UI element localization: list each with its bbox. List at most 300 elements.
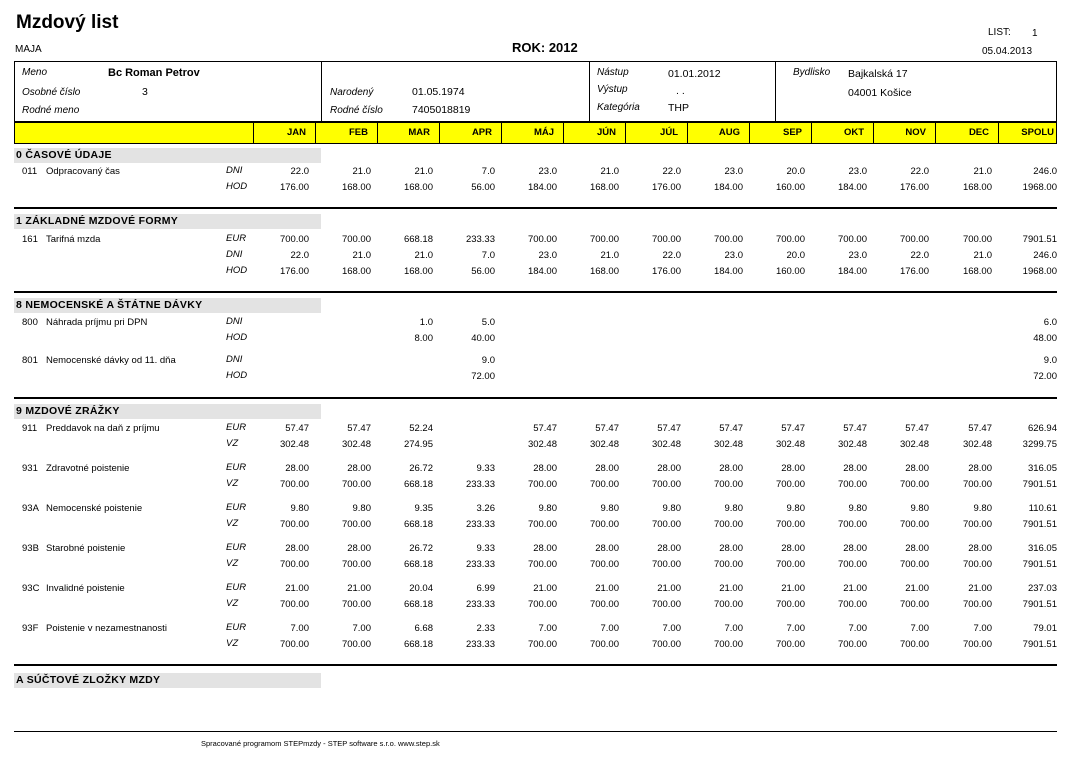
cell-value: 57.47 [285,423,309,434]
cell-value: 302.48 [899,439,929,450]
meno-label: Meno [22,67,48,78]
cell-value: 9.80 [973,503,992,514]
cell-value: 700.00 [589,479,619,490]
cell-value: 22.0 [662,250,681,261]
cell-value: 700.00 [962,639,992,650]
cell-value: 52.24 [409,423,433,434]
item-code: 93F [22,623,39,634]
cell-value: 168.00 [341,182,371,193]
cell-value: 1.0 [419,317,433,328]
cell-value: 48.00 [1033,333,1057,344]
cell-value: 316.05 [1027,463,1057,474]
month-column-divider [315,122,316,144]
cell-value: 700.00 [899,639,929,650]
cell-value: 233.33 [465,479,495,490]
row-unit: DNI [226,316,243,327]
item-description: Preddavok na daň z príjmu [46,423,160,434]
cell-value: 700.00 [899,234,929,245]
cell-value: 184.00 [837,182,867,193]
cell-value: 9.80 [538,503,557,514]
cell-value: 176.00 [651,266,681,277]
cell-value: 26.72 [409,463,433,474]
section-rule [14,664,1057,666]
cell-value: 56.00 [471,182,495,193]
cell-value: 246.0 [1033,250,1057,261]
row-unit: DNI [226,249,243,260]
cell-value: 7.00 [290,623,309,634]
cell-value: 184.00 [713,266,743,277]
list-label: LIST: [988,27,1011,38]
page-title: Mzdový list [16,12,119,33]
row-unit: EUR [226,422,247,433]
cell-value: 21.00 [657,583,681,594]
item-code: 93B [22,543,39,554]
address-street: Bajkalská 17 [848,68,908,80]
cell-value: 8.00 [414,333,433,344]
print-date: 05.04.2013 [982,46,1033,57]
cell-value: 700.00 [651,599,681,610]
month-header-6: JÚL [660,127,678,138]
cell-value: 700.00 [279,519,309,530]
cell-value: 28.00 [843,543,867,554]
cell-value: 21.0 [414,250,433,261]
employee-name: Bc Roman Petrov [108,67,200,79]
cell-value: 21.0 [973,250,992,261]
cell-value: 21.00 [285,583,309,594]
cell-value: 9.33 [476,543,495,554]
cell-value: 668.18 [403,559,433,570]
cell-value: 700.00 [775,639,805,650]
cell-value: 168.00 [403,182,433,193]
cell-value: 700.00 [837,479,867,490]
row-unit: EUR [226,582,247,593]
narodeny-value: 01.05.1974 [412,86,465,98]
cell-value: 700.00 [527,599,557,610]
month-header-2: MAR [408,127,430,138]
cell-value: 28.00 [657,543,681,554]
cell-value: 233.33 [465,519,495,530]
footer-rule [14,731,1057,732]
cell-value: 700.00 [837,234,867,245]
cell-value: 72.00 [471,371,495,382]
cell-value: 22.0 [290,250,309,261]
cell-value: 302.48 [527,439,557,450]
cell-value: 3.26 [476,503,495,514]
cell-value: 700.00 [962,559,992,570]
bydlisko-label: Bydlisko [793,67,831,78]
cell-value: 302.48 [651,439,681,450]
cell-value: 7901.51 [1022,234,1057,245]
cell-value: 9.80 [290,503,309,514]
cell-value: 668.18 [403,234,433,245]
cell-value: 700.00 [341,639,371,650]
cell-value: 700.00 [651,234,681,245]
cell-value: 9.35 [414,503,433,514]
cell-value: 700.00 [837,519,867,530]
cell-value: 28.00 [719,543,743,554]
cell-value: 21.0 [973,166,992,177]
month-header-0: JAN [286,127,306,138]
cell-value: 302.48 [589,439,619,450]
cell-value: 700.00 [589,639,619,650]
cell-value: 6.99 [476,583,495,594]
cell-value: 700.00 [899,599,929,610]
cell-value: 176.00 [279,182,309,193]
month-column-divider [687,122,688,144]
cell-value: 110.61 [1028,503,1057,514]
cell-value: 21.0 [414,166,433,177]
row-unit: EUR [226,233,247,244]
item-code: 011 [22,166,38,177]
item-description: Tarifná mzda [46,234,101,245]
cell-value: 23.0 [848,250,867,261]
cell-value: 28.00 [533,543,557,554]
cell-value: 7901.51 [1022,559,1057,570]
row-unit: DNI [226,165,243,176]
cell-value: 9.80 [662,503,681,514]
cell-value: 9.80 [910,503,929,514]
month-column-divider [377,122,378,144]
month-header-5: JÚN [596,127,616,138]
cell-value: 9.0 [481,355,495,366]
cell-value: 28.00 [843,463,867,474]
cell-value: 168.00 [403,266,433,277]
cell-value: 700.00 [279,234,309,245]
rodne-meno-label: Rodné meno [22,105,80,116]
section-title: A SÚČTOVÉ ZLOŽKY MZDY [16,674,161,686]
month-header-8: SEP [782,127,802,138]
row-unit: VZ [226,518,239,529]
cell-value: 23.0 [848,166,867,177]
item-description: Nemocenské poistenie [46,503,143,514]
cell-value: 184.00 [713,182,743,193]
cell-value: 9.80 [724,503,743,514]
cell-value: 57.47 [905,423,929,434]
cell-value: 22.0 [910,166,929,177]
row-unit: EUR [226,622,247,633]
month-column-divider [873,122,874,144]
cell-value: 700.00 [837,599,867,610]
cell-value: 21.0 [352,166,371,177]
year-label: ROK: 2012 [512,40,578,55]
narodeny-label: Narodený [330,87,374,98]
cell-value: 9.80 [600,503,619,514]
month-column-divider [501,122,502,144]
cell-value: 57.47 [968,423,992,434]
cell-value: 700.00 [341,599,371,610]
cell-value: 20.0 [786,166,805,177]
row-unit: HOD [226,181,248,192]
cell-value: 7.00 [662,623,681,634]
cell-value: 700.00 [962,234,992,245]
cell-value: 23.0 [724,166,743,177]
kategoria-value: THP [668,102,689,114]
item-description: Nemocenské dávky od 11. dňa [46,355,176,366]
month-column-divider [998,122,999,144]
month-header-11: DEC [968,127,989,138]
cell-value: 28.00 [657,463,681,474]
cell-value: 700.00 [899,559,929,570]
cell-value: 274.95 [403,439,433,450]
cell-value: 28.00 [968,543,992,554]
cell-value: 700.00 [962,519,992,530]
cell-value: 700.00 [589,559,619,570]
cell-value: 700.00 [341,479,371,490]
cell-value: 23.0 [538,250,557,261]
item-description: Poistenie v nezamestnanosti [46,623,167,634]
cell-value: 160.00 [775,266,805,277]
cell-value: 168.00 [589,266,619,277]
cell-value: 700.00 [279,559,309,570]
cell-value: 700.00 [775,234,805,245]
cell-value: 668.18 [403,639,433,650]
cell-value: 57.47 [843,423,867,434]
cell-value: 22.0 [662,166,681,177]
cell-value: 40.00 [471,333,495,344]
cell-value: 7901.51 [1022,479,1057,490]
section-title: 8 NEMOCENSKÉ A ŠTÁTNE DÁVKY [16,299,203,311]
row-unit: HOD [226,265,248,276]
month-column-divider [749,122,750,144]
cell-value: 28.00 [905,543,929,554]
cell-value: 168.00 [341,266,371,277]
cell-value: 302.48 [713,439,743,450]
cell-value: 168.00 [589,182,619,193]
cell-value: 700.00 [837,639,867,650]
cell-value: 21.00 [781,583,805,594]
month-column-divider [625,122,626,144]
row-unit: VZ [226,558,239,569]
row-unit: EUR [226,502,247,513]
cell-value: 28.00 [285,463,309,474]
cell-value: 302.48 [962,439,992,450]
month-header-4: MÁJ [533,127,554,138]
cell-value: 28.00 [533,463,557,474]
cell-value: 176.00 [651,182,681,193]
cell-value: 28.00 [968,463,992,474]
cell-value: 7901.51 [1022,639,1057,650]
cell-value: 7.0 [481,166,495,177]
cell-value: 9.0 [1043,355,1057,366]
cell-value: 302.48 [279,439,309,450]
cell-value: 7.00 [786,623,805,634]
row-unit: VZ [226,438,239,449]
cell-value: 22.0 [910,250,929,261]
row-unit: VZ [226,478,239,489]
cell-value: 168.00 [962,266,992,277]
company-name: MAJA [15,44,42,55]
cell-value: 184.00 [527,266,557,277]
cell-value: 700.00 [527,559,557,570]
cell-value: 700.00 [341,519,371,530]
month-column-divider [253,122,254,144]
cell-value: 20.04 [409,583,433,594]
cell-value: 233.33 [465,559,495,570]
cell-value: 700.00 [713,559,743,570]
info-divider [589,61,590,122]
item-code: 931 [22,463,38,474]
cell-value: 233.33 [465,234,495,245]
cell-value: 21.00 [533,583,557,594]
item-description: Odpracovaný čas [46,166,120,177]
item-code: 93A [22,503,39,514]
cell-value: 668.18 [403,599,433,610]
address-city: 04001 Košice [848,87,912,99]
month-header-1: FEB [349,127,368,138]
item-description: Zdravotné poistenie [46,463,130,474]
cell-value: 168.00 [962,182,992,193]
cell-value: 700.00 [527,479,557,490]
cell-value: 28.00 [781,543,805,554]
month-header-12: SPOLU [1021,127,1054,138]
section-title: 0 ČASOVÉ ÚDAJE [16,149,112,161]
cell-value: 176.00 [279,266,309,277]
cell-value: 176.00 [899,182,929,193]
cell-value: 700.00 [713,519,743,530]
row-unit: HOD [226,370,248,381]
cell-value: 700.00 [589,234,619,245]
cell-value: 2.33 [476,623,495,634]
cell-value: 668.18 [403,479,433,490]
cell-value: 57.47 [347,423,371,434]
cell-value: 302.48 [837,439,867,450]
cell-value: 7.00 [910,623,929,634]
cell-value: 21.00 [719,583,743,594]
cell-value: 1968.00 [1022,266,1057,277]
cell-value: 700.00 [713,599,743,610]
cell-value: 9.80 [786,503,805,514]
cell-value: 6.68 [414,623,433,634]
cell-value: 6.0 [1043,317,1057,328]
row-unit: HOD [226,332,248,343]
cell-value: 700.00 [775,519,805,530]
cell-value: 28.00 [595,543,619,554]
item-description: Náhrada príjmu pri DPN [46,317,148,328]
row-unit: VZ [226,598,239,609]
osobne-cislo-label: Osobné číslo [22,87,81,98]
cell-value: 184.00 [837,266,867,277]
cell-value: 700.00 [837,559,867,570]
vystup-label: Výstup [597,84,628,95]
cell-value: 700.00 [341,234,371,245]
cell-value: 302.48 [775,439,805,450]
cell-value: 21.00 [843,583,867,594]
kategoria-label: Kategória [597,102,640,113]
cell-value: 700.00 [775,559,805,570]
cell-value: 7.00 [724,623,743,634]
cell-value: 7.00 [848,623,867,634]
cell-value: 21.0 [600,250,619,261]
cell-value: 700.00 [775,479,805,490]
section-rule [14,291,1057,293]
month-header-9: OKT [843,127,864,138]
vystup-value: . . [676,85,685,97]
info-divider [321,61,322,122]
cell-value: 57.47 [719,423,743,434]
cell-value: 3299.75 [1022,439,1057,450]
month-column-divider [563,122,564,144]
section-title: 9 MZDOVÉ ZRÁŽKY [16,405,120,417]
cell-value: 700.00 [713,479,743,490]
cell-value: 700.00 [589,599,619,610]
cell-value: 700.00 [527,519,557,530]
item-code: 800 [22,317,38,328]
row-unit: DNI [226,354,243,365]
cell-value: 21.0 [600,166,619,177]
cell-value: 21.00 [968,583,992,594]
cell-value: 316.05 [1027,543,1057,554]
cell-value: 9.80 [848,503,867,514]
month-header-10: NOV [905,127,926,138]
cell-value: 21.00 [905,583,929,594]
item-code: 911 [22,423,38,434]
cell-value: 1968.00 [1022,182,1057,193]
item-code: 161 [22,234,38,245]
cell-value: 9.33 [476,463,495,474]
cell-value: 7.00 [973,623,992,634]
cell-value: 700.00 [651,559,681,570]
cell-value: 233.33 [465,639,495,650]
cell-value: 5.0 [481,317,495,328]
row-unit: EUR [226,462,247,473]
cell-value: 233.33 [465,599,495,610]
cell-value: 700.00 [899,479,929,490]
rodne-cislo-label: Rodné číslo [330,105,383,116]
cell-value: 626.94 [1027,423,1057,434]
cell-value: 21.0 [352,250,371,261]
section-title: 1 ZÁKLADNÉ MZDOVÉ FORMY [16,215,179,227]
cell-value: 700.00 [651,639,681,650]
cell-value: 28.00 [719,463,743,474]
cell-value: 28.00 [595,463,619,474]
cell-value: 700.00 [651,519,681,530]
cell-value: 23.0 [724,250,743,261]
cell-value: 184.00 [527,182,557,193]
month-header-7: AUG [718,127,740,138]
cell-value: 700.00 [589,519,619,530]
cell-value: 700.00 [279,479,309,490]
cell-value: 246.0 [1033,166,1057,177]
section-rule [14,397,1057,399]
section-rule [14,207,1057,209]
footer-text: Spracované programom STEPmzdy - STEP software s.r.o. www.step.sk [201,739,440,748]
cell-value: 668.18 [403,519,433,530]
cell-value: 28.00 [347,463,371,474]
cell-value: 700.00 [279,599,309,610]
month-column-divider [935,122,936,144]
cell-value: 21.00 [347,583,371,594]
cell-value: 7901.51 [1022,519,1057,530]
cell-value: 700.00 [527,639,557,650]
nastup-value: 01.01.2012 [668,68,721,80]
cell-value: 72.00 [1033,371,1057,382]
cell-value: 7901.51 [1022,599,1057,610]
cell-value: 57.47 [595,423,619,434]
cell-value: 700.00 [775,599,805,610]
cell-value: 28.00 [347,543,371,554]
cell-value: 176.00 [899,266,929,277]
nastup-label: Nástup [597,67,629,78]
cell-value: 700.00 [899,519,929,530]
cell-value: 7.00 [600,623,619,634]
cell-value: 22.0 [290,166,309,177]
month-header-3: APR [471,127,492,138]
cell-value: 57.47 [657,423,681,434]
cell-value: 23.0 [538,166,557,177]
item-description: Starobné poistenie [46,543,126,554]
cell-value: 700.00 [341,559,371,570]
cell-value: 28.00 [285,543,309,554]
